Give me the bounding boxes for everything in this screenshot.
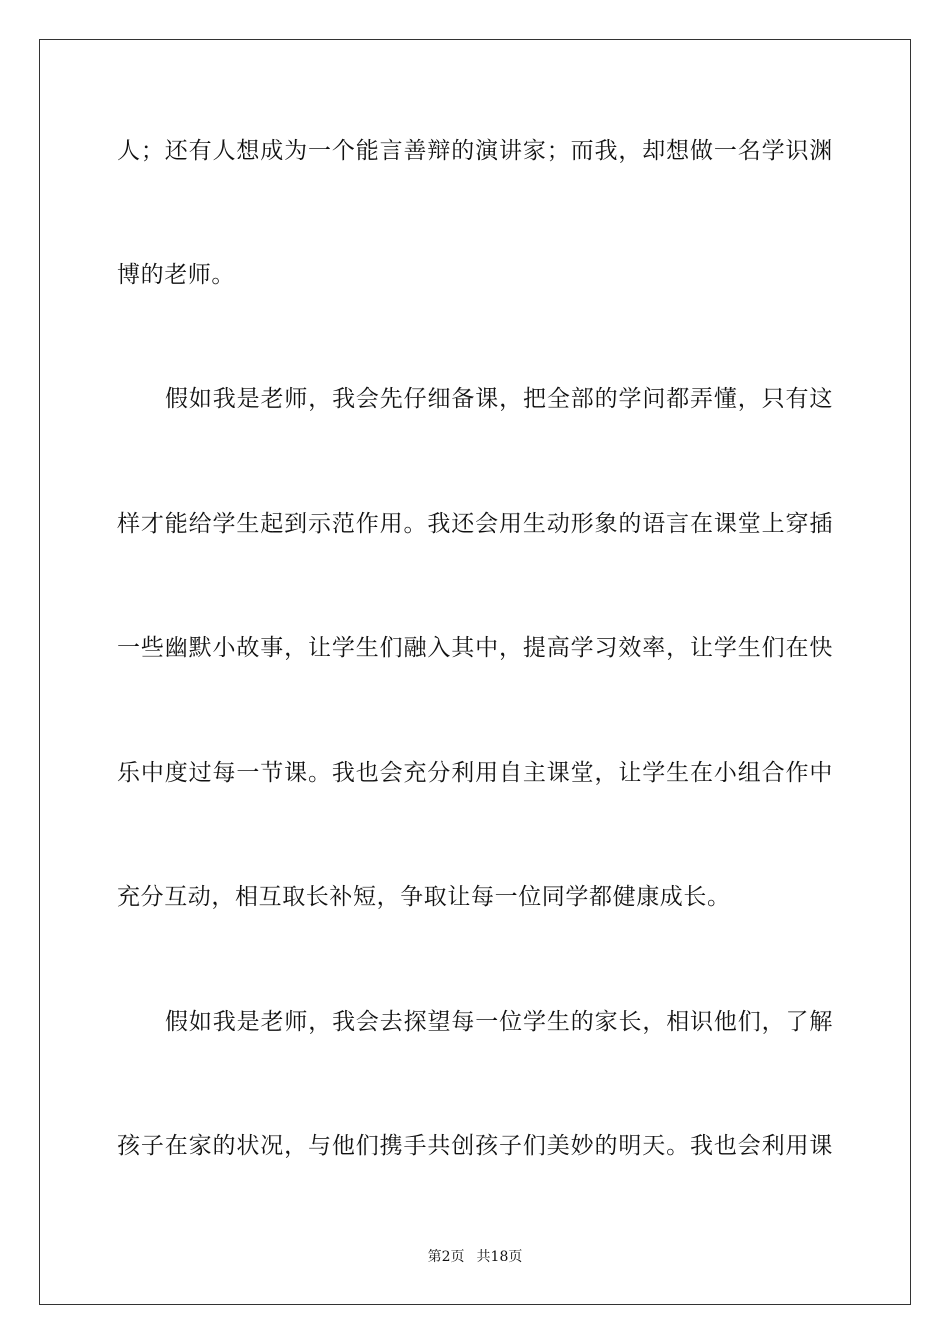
page-total: 共18页 <box>476 1249 523 1265</box>
page-number: 第2页 <box>427 1249 465 1265</box>
text-line: 充分互动，相互取长补短，争取让每一位同学都健康成长。 <box>117 884 731 910</box>
text-line: 乐中度过每一节课。我也会充分利用自主课堂，让学生在小组合作中 <box>117 760 833 786</box>
text-line: 人；还有人想成为一个能言善辩的演讲家；而我，却想做一名学识渊 <box>117 138 833 164</box>
page-border <box>39 39 911 1305</box>
page-footer <box>0 1248 950 1266</box>
text-line: 一些幽默小故事，让学生们融入其中，提高学习效率，让学生们在快 <box>117 635 833 661</box>
text-line: 博的老师。 <box>117 262 235 288</box>
paragraph-start-line: 假如我是老师，我会先仔细备课，把全部的学问都弄懂，只有这 <box>165 386 833 412</box>
paragraph-start-line: 假如我是老师，我会去探望每一位学生的家长，相识他们，了解 <box>165 1009 833 1035</box>
text-line: 孩子在家的状况，与他们携手共创孩子们美妙的明天。我也会利用课 <box>117 1133 833 1159</box>
text-line: 样才能给学生起到示范作用。我还会用生动形象的语言在课堂上穿插 <box>117 511 833 537</box>
